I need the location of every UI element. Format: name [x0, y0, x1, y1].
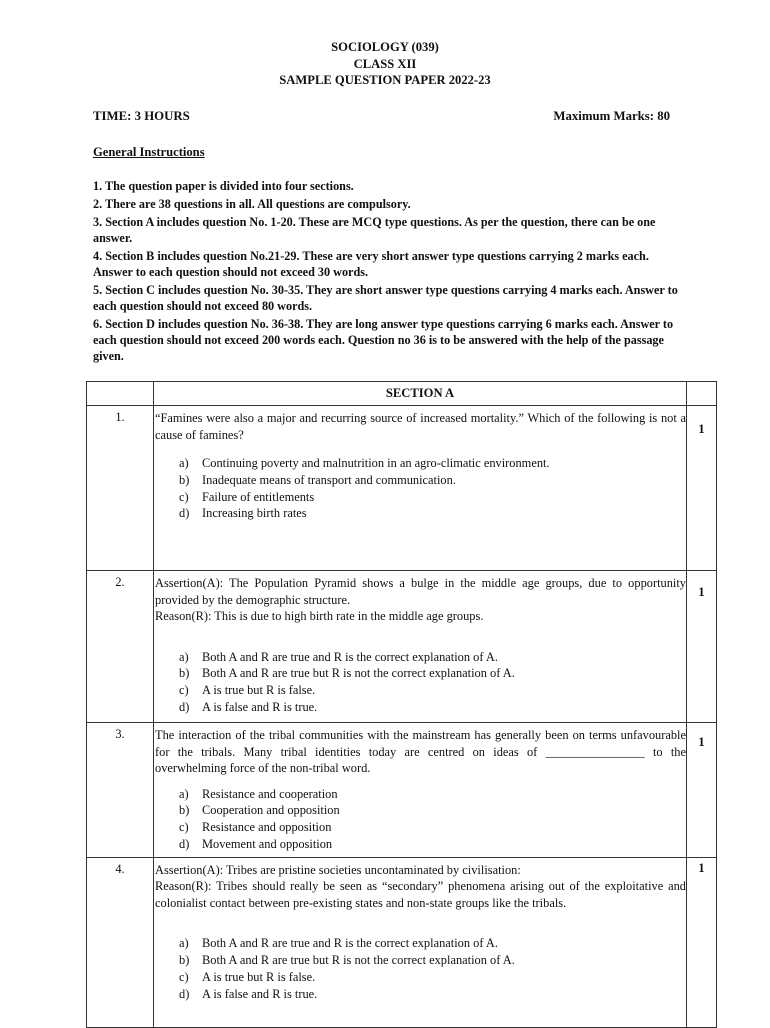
option-text: Continuing poverty and malnutrition in an agro-climatic environment.	[202, 456, 550, 470]
question-row	[87, 857, 717, 1027]
options-list	[179, 455, 686, 522]
option-text: Both A and R are true and R is the correct explanation of A.	[202, 649, 498, 664]
question-row	[87, 406, 717, 571]
time-marks-row	[93, 109, 670, 124]
instruction-item: 6. Section D includes question No. 36-38. They are long answer type questions carrying 6 marks each. Answer to each question should not exceed 200 words each. Question no 36 is to be answered with the help of the passage given.	[93, 317, 674, 363]
option	[179, 786, 686, 803]
instruction-item: 2. There are 38 questions in all. All questions are compulsory.	[93, 197, 411, 211]
instructions-list	[93, 178, 683, 366]
option	[179, 802, 686, 819]
option	[179, 472, 686, 489]
questions-table	[86, 381, 717, 1028]
option	[179, 969, 686, 986]
option-letter: a)	[179, 649, 189, 664]
paper-header	[0, 39, 770, 89]
question-stem: Assertion(A): The Population Pyramid shows a bulge in the middle age groups, due to opportunity provided by the demographic structure.	[155, 576, 686, 607]
question-marks: 1	[687, 723, 717, 858]
option-text: A is true but R is false.	[202, 683, 316, 698]
instruction-item: 4. Section B includes question No.21-29. These are very short answer type questions carrying 2 marks each. Answer to each question should not exceed 30 words.	[93, 249, 649, 279]
question-row	[87, 571, 717, 723]
option-letter: b)	[179, 803, 190, 818]
option-text: A is false and R is true.	[202, 986, 318, 1001]
option-text: Both A and R are true but R is not the correct explanation of A.	[202, 952, 515, 967]
time-label: TIME: 3 HOURS	[93, 109, 190, 123]
option	[179, 836, 686, 853]
question-number: 2.	[87, 571, 154, 723]
option-letter: d)	[179, 506, 190, 521]
option-text: Resistance and cooperation	[202, 786, 338, 801]
option	[179, 489, 686, 506]
options-list	[179, 786, 686, 853]
option-letter: a)	[179, 456, 189, 470]
option-text: Increasing birth rates	[202, 506, 307, 521]
option-text: A is true but R is false.	[202, 969, 316, 984]
question-row	[87, 723, 717, 858]
subject-title: SOCIOLOGY (039)	[331, 40, 439, 54]
option-text: Movement and opposition	[202, 836, 333, 851]
option-text: A is false and R is true.	[202, 699, 318, 714]
options-list	[179, 935, 686, 1002]
option-letter: b)	[179, 666, 190, 681]
option-text: Both A and R are true and R is the correct explanation of A.	[202, 936, 498, 951]
option-letter: d)	[179, 986, 190, 1001]
option	[179, 935, 686, 952]
option-letter: a)	[179, 786, 189, 801]
option-letter: a)	[179, 936, 189, 951]
instruction-item: 5. Section C includes question No. 30-35. They are short answer type questions carrying 4 marks each. Answer to each question should not exceed 80 words.	[93, 283, 678, 313]
general-instructions-title: General Instructions	[93, 145, 205, 159]
section-header-right-cell	[687, 382, 717, 406]
option-letter: d)	[179, 836, 190, 851]
option	[179, 505, 686, 522]
option-letter: c)	[179, 820, 189, 835]
question-number: 1.	[87, 406, 154, 571]
question-body	[154, 723, 687, 858]
option	[179, 952, 686, 969]
question-stem-reason: Reason(R): Tribes should really be seen as “secondary” phenomena arising out of the exploitative and colonialist contact between pre-existing states and non-state groups like the tribals.	[155, 879, 686, 910]
section-header-row	[87, 382, 717, 406]
option	[179, 665, 686, 682]
class-title: CLASS XII	[353, 56, 417, 71]
question-stem: The interaction of the tribal communities with the mainstream has generally been on terms unfavourable for the tribals. Many tribal identities today are centred on ideas of ________________ to the overwhelming force of the non-tribal word.	[155, 728, 686, 775]
option	[179, 649, 686, 666]
question-stem: Assertion(A): Tribes are pristine societies uncontaminated by civilisation:	[155, 862, 521, 877]
question-body	[154, 571, 687, 723]
option-text: Failure of entitlements	[202, 489, 315, 504]
paper-title: SAMPLE QUESTION PAPER 2022-23	[279, 73, 491, 87]
option	[179, 986, 686, 1003]
option-text: Both A and R are true but R is not the correct explanation of A.	[202, 666, 515, 681]
option	[179, 819, 686, 836]
options-list	[179, 649, 686, 716]
question-number: 3.	[87, 723, 154, 858]
question-number: 4.	[87, 857, 154, 1027]
instruction-item: 3. Section A includes question No. 1-20. These are MCQ type questions. As per the question, there can be one answer.	[93, 215, 656, 245]
section-title: SECTION A	[154, 382, 687, 406]
section-header-left-cell	[87, 382, 154, 406]
option	[179, 682, 686, 699]
option-text: Inadequate means of transport and communication.	[202, 472, 456, 487]
option-letter: b)	[179, 952, 190, 967]
option-text: Resistance and opposition	[202, 820, 332, 835]
question-marks: 1	[687, 857, 717, 1027]
question-body	[154, 406, 687, 571]
option-letter: c)	[179, 489, 189, 504]
question-marks: 1	[687, 571, 717, 723]
option-letter: d)	[179, 699, 190, 714]
max-marks-label: Maximum Marks: 80	[553, 109, 670, 123]
option	[179, 699, 686, 716]
question-body	[154, 857, 687, 1027]
question-stem-reason: Reason(R): This is due to high birth rate in the middle age groups.	[155, 609, 484, 623]
option-letter: c)	[179, 683, 189, 698]
question-marks: 1	[687, 406, 717, 571]
option	[179, 455, 686, 472]
question-stem: “Famines were also a major and recurring source of increased mortality.” Which of the following is not a cause of famines?	[155, 411, 686, 442]
option-text: Cooperation and opposition	[202, 803, 340, 818]
option-letter: b)	[179, 472, 190, 487]
option-letter: c)	[179, 969, 189, 984]
instruction-item: 1. The question paper is divided into four sections.	[93, 179, 354, 193]
